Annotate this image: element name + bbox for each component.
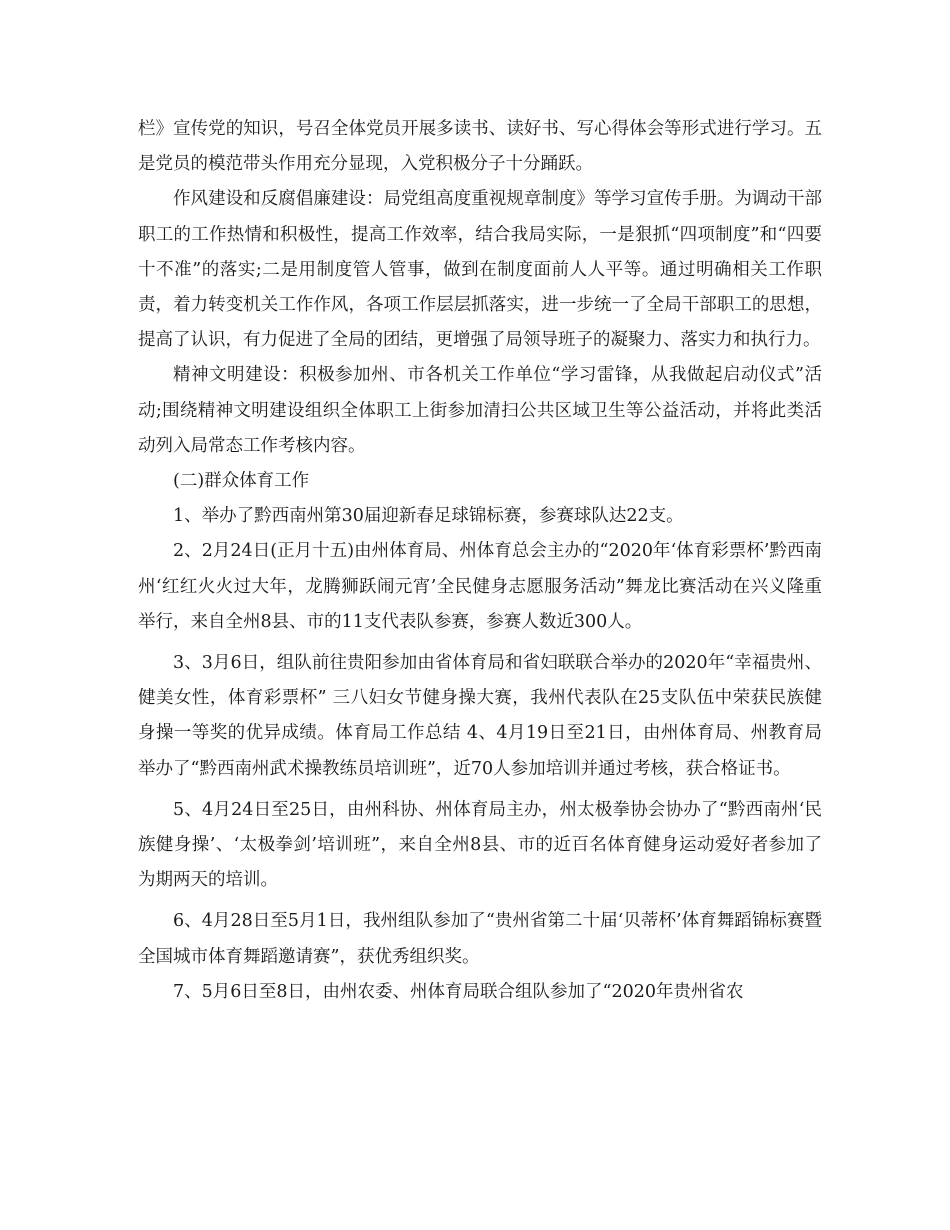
- list-item-5: 5、4月24日至25日，由州科协、州体育局主办，州太极拳协会协办了“黔西南州‘民族健身操’、‘太极拳剑’培训班”，来自全州8县、市的近百名体育健身运动爱好者参加了为期两天的培训。: [138, 799, 822, 891]
- section-heading-mass-sports: (二)群众体育工作: [173, 471, 310, 492]
- list-item-6: 6、4月28日至5月1日，我州组队参加了“贵州省第二十届‘贝蒂杯’体育舞蹈锦标赛暨全国城市体育舞蹈邀请赛”，获优秀组织奖。: [138, 911, 822, 967]
- list-item-3-4: 3、3月6日，组队前往贵阳参加由省体育局和省妇联联合举办的2020年“幸福贵州、健美女性，体育彩票杯” 三八妇女节健身操大赛，我州代表队在25支队伍中荣获民族健身操一等奖的优异成绩。体育局工作总结 4、4月19日至21日，由州体育局、州教育局举办了“黔西南州武术操教练员培训班”，近70人参加培训并通过考核，获合格证书。: [138, 653, 822, 779]
- list-item-1: 1、举办了黔西南州第30届迎新春足球锦标赛，参赛球队达22支。: [173, 506, 684, 527]
- document-body: [138, 112, 822, 1010]
- paragraph-party-knowledge: 栏》宣传党的知识，号召全体党员开展多读书、读好书、写心得体会等形式进行学习。五是党员的模范带头作用充分显现，入党积极分子十分踊跃。: [138, 119, 822, 175]
- paragraph-spiritual-civilization: 精神文明建设：积极参加州、市各机关工作单位“学习雷锋，从我做起启动仪式”活动;围绕精神文明建设组织全体职工上街参加清扫公共区域卫生等公益活动，并将此类活动列入局常态工作考核内容。: [138, 365, 822, 456]
- list-item-2: 2、2月24日(正月十五)由州体育局、州体育总会主办的“2020年‘体育彩票杯’黔西南州‘红红火火过大年，龙腾狮跃闹元宵’全民健身志愿服务活动”舞龙比赛活动在兴义隆重举行，来自全州8县、市的11支代表队参赛，参赛人数近300人。: [138, 541, 822, 632]
- paragraph-work-style: 作风建设和反腐倡廉建设：局党组高度重视规章制度》等学习宣传手册。为调动干部职工的工作热情和积极性，提高工作效率，结合我局实际，一是狠抓“四项制度”和“四要十不准”的落实;二是用制度管人管事，做到在制度面前人人平等。通过明确相关工作职责，着力转变机关工作作风，各项工作层层抓落实，进一步统一了全局干部职工的思想，提高了认识，有力促进了全局的团结，更增强了局领导班子的凝聚力、落实力和执行力。: [138, 189, 822, 351]
- list-item-7: 7、5月6日至8日，由州农委、州体育局联合组队参加了“2020年贵州省农: [173, 981, 744, 1002]
